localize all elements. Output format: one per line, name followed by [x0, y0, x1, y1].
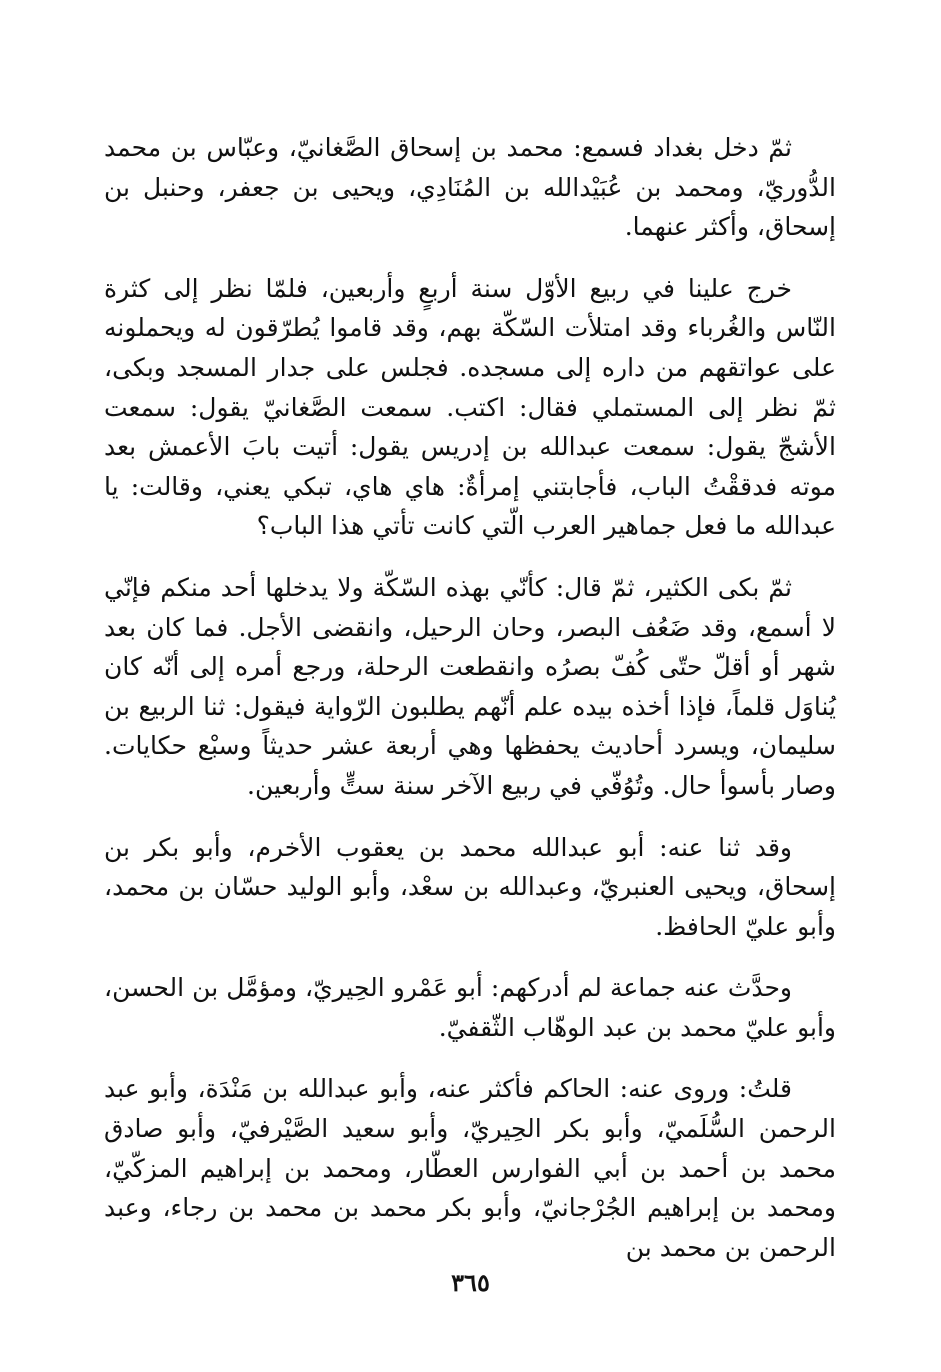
- paragraph-author-note: قلتُ: وروى عنه: الحاكم فأكثر عنه، وأبو عبدالله بن مَنْدَة، وأبو عبد الرحمن السُّلَميّ، وأبو بكر الحِيريّ، وأبو سعيد الصَّيْرفيّ، وأبو صادق محمد بن أحمد بن أبي الفوارس العطّار، ومحمد بن إبراهيم المزكّيّ، ومحمد بن إبراهيم الجُرْجانيّ، وأبو بكر محمد بن محمد بن رجاء، وعبد الرحمن بن محمد بن: [104, 1074, 836, 1262]
- paragraph-narrators: وقد ثنا عنه: أبو عبدالله محمد بن يعقوب الأخرم، وأبو بكر بن إسحاق، ويحيى العنبريّ، وعبدالله بن سعْد، وأبو الوليد حسّان بن محمد، وأبو عليّ الحافظ.: [104, 832, 836, 941]
- page-number: ٣٦٥: [451, 1268, 490, 1297]
- paragraph-unmet-narrators: وحدَّث عنه جماعة لم أدركهم: أبو عَمْرو الحِيريّ، ومؤمَّل بن الحسن، وأبو عليّ محمد بن عبد الوهّاب الثّقفيّ.: [104, 973, 836, 1042]
- paragraph-blindness-death: ثمّ بكى الكثير، ثمّ قال: كأنّي بهذه السّكّة ولا يدخلها أحد منكم فإنّي لا أسمع، وقد ضَعُف البصر، وحان الرحيل، وانقضى الأجل. فما كان بعد شهر أو أقلّ حتّى كُفّ بصرُه وانقطعت الرحلة، ورجع أمره إلى أنّه كان يُناوَل قلماً، فإذا أخذه بيده علم أنّهم يطلبون الرّواية فيقول: ثنا الربيع بن سليمان، ويسرد أحاديث يحفظها وهي أربعة عشر حديثاً وسبْع حكايات. وصار بأسوأ حال. وتُوُفّي في ربيع الآخر سنة ستٍّ وأربعين.: [104, 572, 836, 800]
- book-page-text: [104, 128, 836, 1267]
- paragraph-final-session: خرج علينا في ربيع الأوّل سنة أربعٍ وأربعين، فلمّا نظر إلى كثرة النّاس والغُرباء وقد امتلأت السّكّة بهم، وقد قاموا يُطرّقون له ويحملونه على عواتقهم من داره إلى مسجده. فجلس على جدار المسجد وبكى، ثمّ نظر إلى المستملي فقال: اكتب. سمعت الصَّغانيّ يقول: سمعت الأشجّ يقول: سمعت عبدالله بن إدريس يقول: أتيت بابَ الأعمش بعد موته فدققْتُ الباب، فأجابتني إمرأةٌ: هاي هاي، تبكي يعني، وقالت: يا عبدالله ما فعل جماهير العرب الّتي كانت تأتي هذا الباب؟: [104, 273, 836, 541]
- paragraph-travel-baghdad: ثمّ دخل بغداد فسمع: محمد بن إسحاق الصَّغانيّ، وعبّاس بن محمد الدُّوريّ، ومحمد بن عُبَيْدالله بن المُنَادِي، ويحيى بن جعفر، وحنبل بن إسحاق، وأكثر عنهما.: [104, 133, 836, 242]
